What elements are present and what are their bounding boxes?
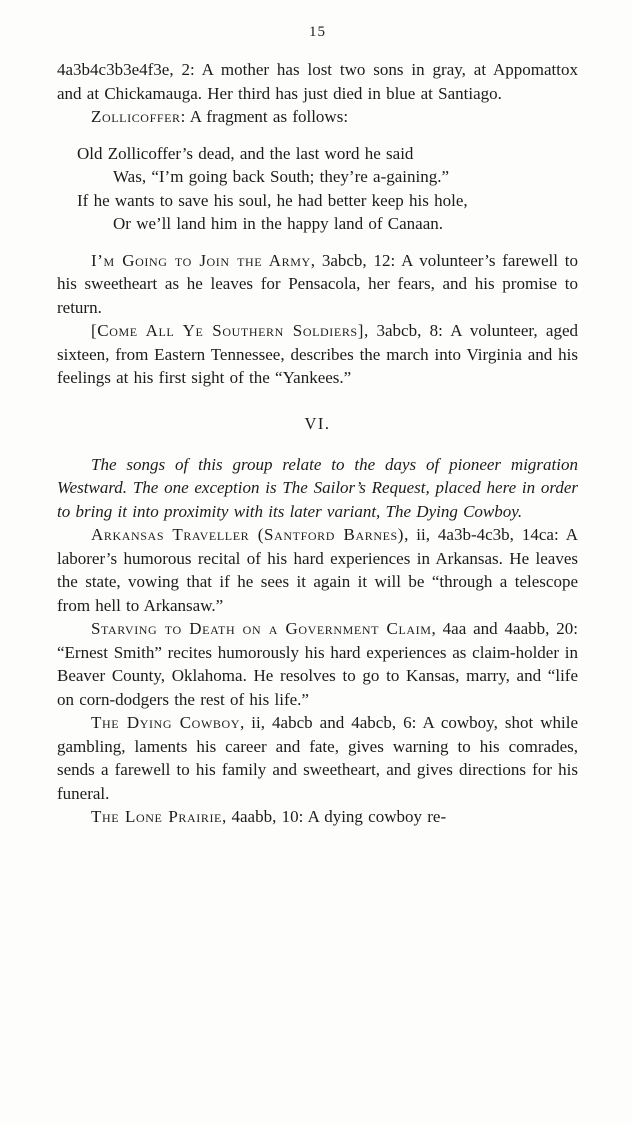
entry-text: , ii, 4a3b-4c3b, 14ca: A laborer’s humorous recital of his hard experiences in Arkansas. He leaves the state, vowing that if he sees it again it will be “through a telescope from hell to Arkansaw.” [57, 525, 578, 615]
entry-title: Zollicoffer [91, 107, 181, 126]
entry-title: [Come All Ye Southern Soldiers] [91, 321, 364, 340]
verse-line: Or we’ll land him in the happy land of Canaan. [113, 214, 444, 233]
entry-title: The Dying Cowboy [91, 713, 241, 732]
entry-text: , 3abcb, 8: A volunteer, aged sixteen, from Eastern Tennessee, describes the march into Virginia and his feelings at his first sight of the “Yankees.” [57, 321, 578, 387]
entry-paragraph [57, 523, 578, 617]
entry-paragraph [57, 319, 578, 390]
entry-text: , 4aa and 4aabb, 20: “Ernest Smith” recites humorously his hard experiences as claim-holder in Beaver County, Oklahoma. He resolves to go to Kansas, marry, and “life on corn-dodgers the rest of his life.” [57, 619, 579, 709]
entry-title: I’m Going to Join the Army [91, 250, 311, 270]
entry-paragraph [57, 105, 578, 129]
page-number: 15 [309, 24, 326, 40]
entry-title: The Lone Prairie [91, 807, 222, 826]
section-heading: VI. [304, 413, 331, 433]
entry-paragraph [57, 711, 578, 805]
section-note-paragraph [57, 453, 578, 524]
paragraph-text: The songs of this group relate to the days of pioneer migration Westward. The one exception is The Sailor’s Request, placed here in order to bring it into proximity with its later variant, The Dying Cowboy. [57, 454, 578, 521]
verse-line: Old Zollicoffer’s dead, and the last word he said [77, 143, 414, 163]
entry-title: Arkansas Traveller (Santford Barnes) [91, 525, 405, 544]
entry-text: , 3abcb, 12: A volunteer’s farewell to his sweetheart as he leaves for Pensacola, her fears, and his promise to return. [57, 250, 578, 317]
entry-paragraph [57, 617, 578, 711]
verse-block [77, 142, 578, 236]
entry-text: , ii, 4abcb and 4abcb, 6: A cowboy, shot while gambling, laments his career and fate, gives warning to his comrades, sends a farewell to his family and sweetheart, and gives directions for his funeral. [57, 713, 579, 803]
verse-line: If he wants to save his soul, he had better keep his hole, [77, 190, 468, 210]
paragraph-text: 4a3b4c3b3e4f3e, 2: A mother has lost two sons in gray, at Appomattox and at Chickamauga. Her third has just died in blue at Santiago. [57, 60, 578, 103]
verse-line: Was, “I’m going back South; they’re a-gaining.” [113, 167, 450, 186]
entry-paragraph [57, 805, 578, 829]
entry-text: , 4aabb, 10: A dying cowboy re- [221, 807, 447, 826]
entry-paragraph [57, 249, 578, 320]
paragraph-continuation [57, 58, 578, 105]
entry-title: Starving to Death on a Government Claim [91, 619, 432, 638]
entry-text: : A fragment as follows: [180, 107, 349, 126]
